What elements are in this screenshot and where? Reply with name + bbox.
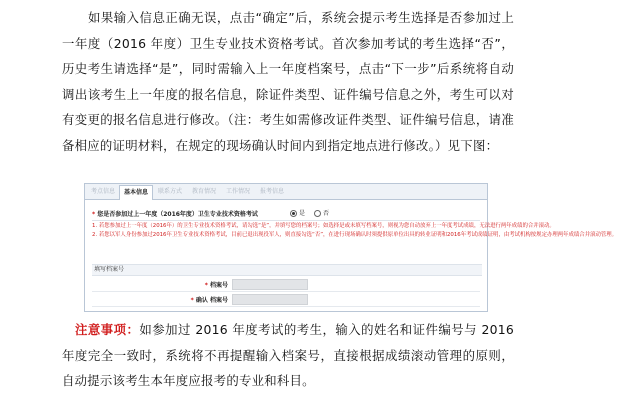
tab-contact: 联系方式 [157, 188, 182, 195]
section-archive-number: 填写档案号 [92, 264, 482, 276]
form-tab-bar [85, 184, 487, 200]
tab-basic-info: 基本信息 [119, 185, 153, 200]
prior-year-question: 您是否参加过上一年度（2016年度）卫生专业技术资格考试 [97, 211, 258, 218]
archive-number-row: * 档案号 [92, 277, 480, 292]
rule-1: 1. 若您参加过上一年度（2016年）的卫生专业技术资格考试，请勾选“是”，并填写您的档案号；如选择是或未填写档案号，则视为您自动放弃上一年度考试成绩，无法进行两年成绩的合并滚动。 [92, 223, 555, 229]
archive-number-label: 档案号 [209, 282, 228, 289]
red-rules-text [92, 222, 617, 239]
option-yes [290, 208, 305, 217]
option-no-label: 否 [323, 210, 330, 217]
prior-year-question-row [92, 207, 480, 221]
note-text: 如参加过 2016 年度考试的考生，输入的姓名和证件编号与 2016 年度完全一致时，系统将不再提醒输入档案号，直接根据成绩滚动管理的原则，自动提示该考生本年度应报考的专业和科目。 [62, 322, 514, 388]
note-label: 注意事项： [75, 322, 140, 337]
radio-no [314, 210, 321, 217]
note-paragraph [62, 317, 514, 394]
archive-number-input [232, 279, 308, 290]
embedded-form-screenshot [84, 183, 617, 312]
tab-exam-site: 考点信息 [90, 188, 115, 195]
option-no [314, 208, 329, 217]
option-yes-label: 是 [299, 210, 306, 217]
required-star: * [92, 211, 98, 218]
tab-work: 工作情况 [225, 188, 250, 195]
tab-education: 教育情况 [191, 188, 216, 195]
radio-yes [290, 210, 297, 217]
confirm-archive-number-row: * 确认 档案号 [92, 292, 480, 307]
rule-2: 2. 若您以军人身份参加过2016年卫生专业技术资格考试，目前已退出现役军人，则直接勾选“否”，在进行现场确认时须提供原单位出具的转业证明和2016年考试成绩证明，由考试机构按规定办理两年成绩合并滚动管理。 [92, 231, 617, 238]
confirm-archive-number-input [232, 294, 308, 305]
instruction-paragraph: 如果输入信息正确无误，点击“确定”后，系统会提示考生选择是否参加过上一年度（2016 年度）卫生专业技术资格考试。首次参加考试的考生选择“否”，历史考生请选择“是”，同时需输入上一年度档案号，点击“下一步”后系统将自动调出该考生上一年度的报名信息，除证件类型、证件编号信息之外，考生可以对有变更的报名信息进行修改。（注：考生如需修改证件类型、证件编号信息，请准备相应的证明材料，在规定的现场确认时间内到指定地点进行修改。）见下图： [62, 10, 514, 153]
confirm-archive-number-label: 确认 档案号 [195, 297, 228, 304]
tab-registration: 报考信息 [259, 188, 284, 195]
